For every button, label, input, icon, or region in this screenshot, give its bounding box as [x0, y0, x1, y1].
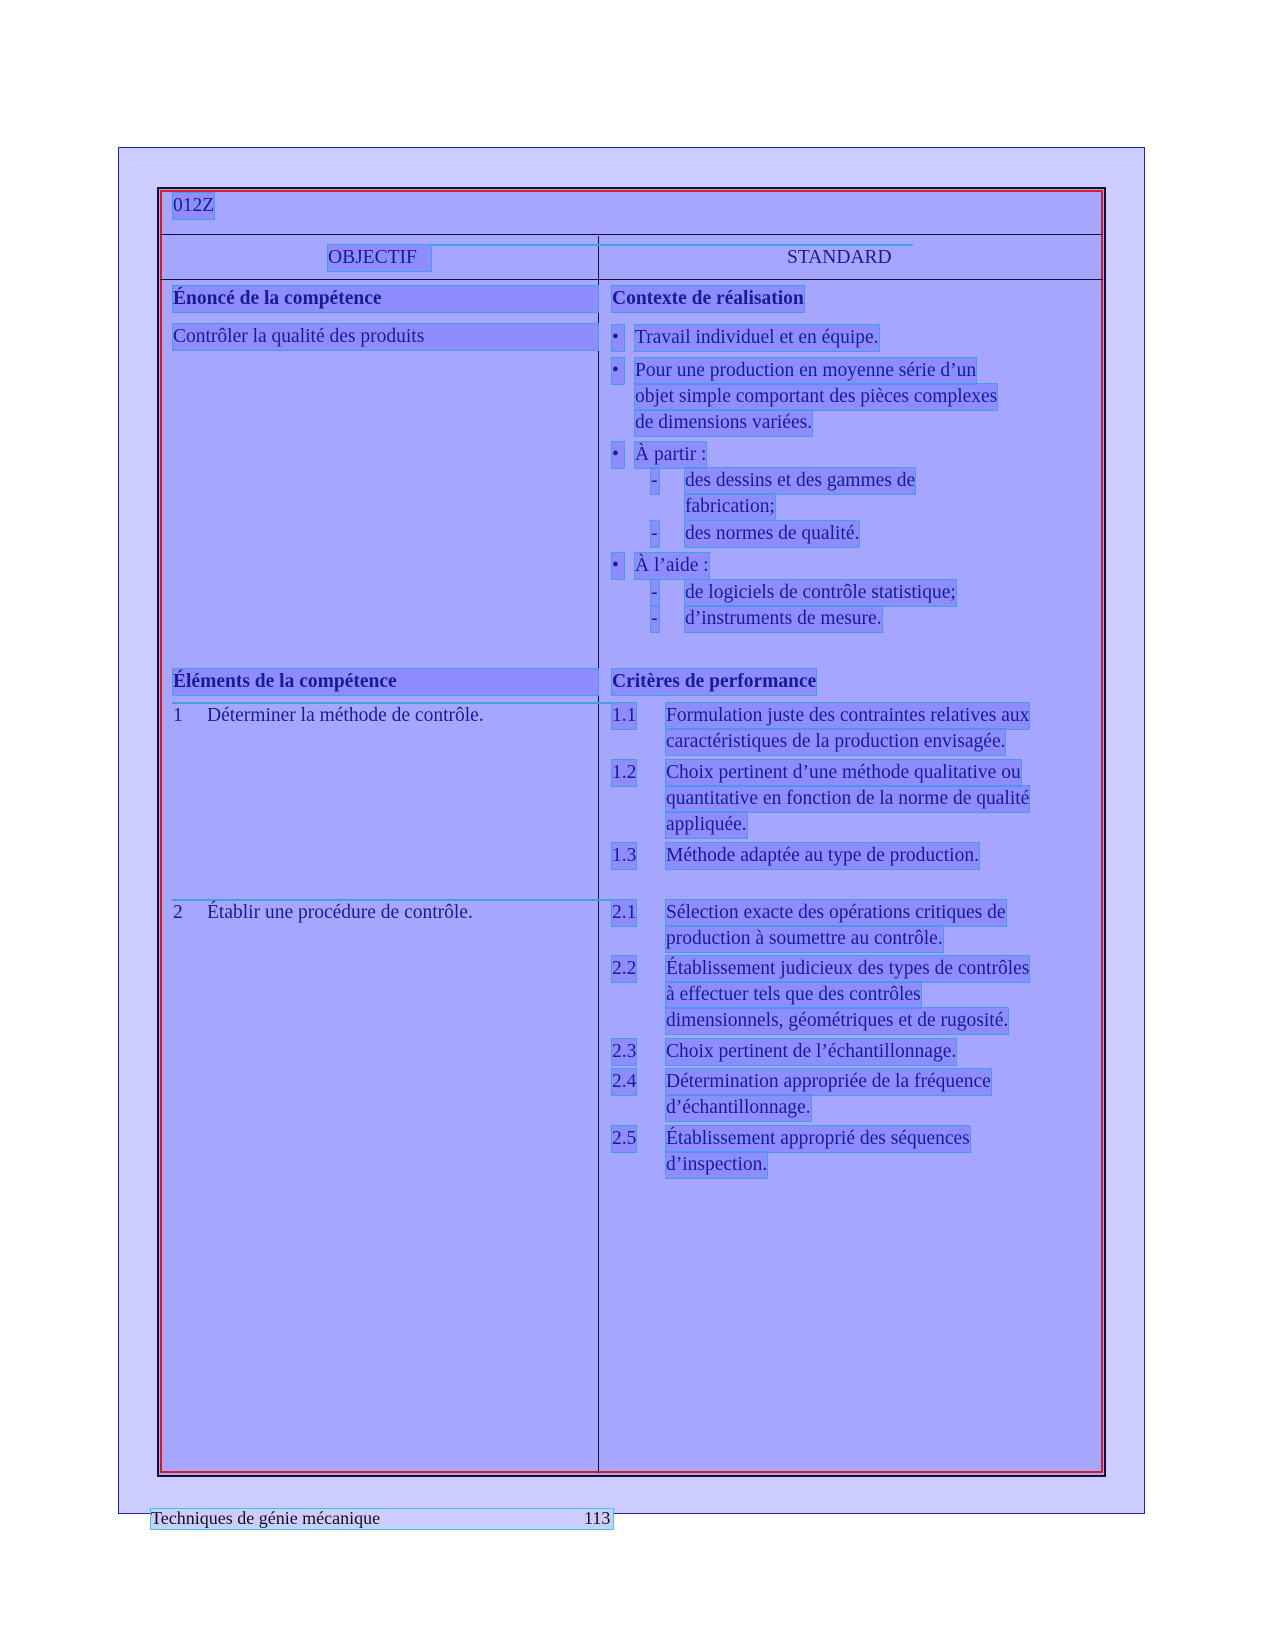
header-standard: STANDARD [787, 247, 892, 268]
competence-statement: Contrôler la qualité des produits [173, 324, 598, 350]
competency-code: 012Z [173, 193, 214, 219]
competence-title: Énoncé de la compétence [173, 286, 598, 312]
page-number: 113 [584, 1508, 611, 1528]
element-number: 2 [173, 902, 183, 923]
footer-title: Techniques de génie mécanique [151, 1508, 381, 1528]
header-rule-bottom [160, 279, 1103, 280]
header-objectif: OBJECTIF [328, 245, 431, 271]
elements-title: Éléments de la compétence [173, 669, 598, 695]
element-text: Déterminer la méthode de contrôle. [207, 705, 484, 726]
criteria-title: Critères de performance [612, 669, 816, 695]
element-number: 1 [173, 705, 183, 726]
column-divider [598, 236, 599, 1473]
header-rule-top [160, 234, 1103, 235]
element-text: Établir une procédure de contrôle. [207, 902, 473, 923]
context-title: Contexte de réalisation [612, 286, 804, 312]
